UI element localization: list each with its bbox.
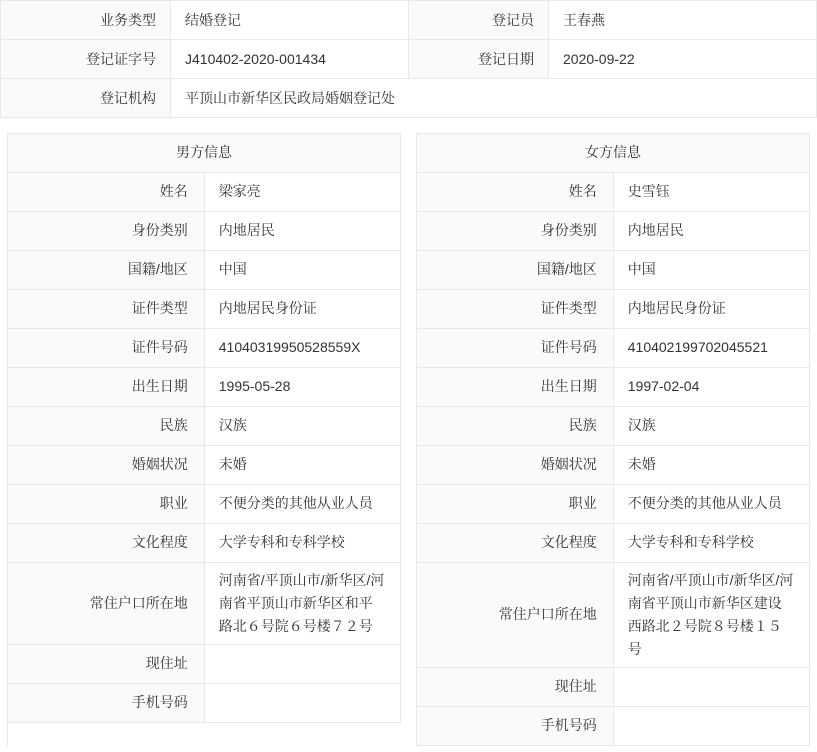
male-name-value: 梁家亮 [204, 172, 400, 211]
table-row [417, 667, 810, 706]
male-ethnicity-label: 民族 [8, 406, 204, 445]
male-marital-status-label: 婚姻状况 [8, 445, 204, 484]
male-household-address-value: 河南省/平顶山市/新华区/河南省平顶山市新华区和平路北６号院６号楼７２号 [204, 562, 400, 644]
male-id-number-label: 证件号码 [8, 328, 204, 367]
female-birthdate-label: 出生日期 [417, 367, 613, 406]
registration-date-value: 2020-09-22 [549, 40, 817, 79]
table-row [8, 644, 401, 683]
female-marital-status-label: 婚姻状况 [417, 445, 613, 484]
female-id-type-label: 证件类型 [417, 289, 613, 328]
table-row [417, 211, 810, 250]
female-identity-type-value: 内地居民 [613, 211, 809, 250]
table-row [8, 289, 401, 328]
panel-header-row [417, 134, 810, 172]
registration-date-label: 登记日期 [409, 40, 549, 79]
table-row [417, 706, 810, 745]
male-info-table [8, 134, 401, 723]
table-row [1, 79, 817, 118]
certificate-number-value: J410402-2020-001434 [171, 40, 409, 79]
registration-org-label: 登记机构 [1, 79, 171, 118]
female-occupation-label: 职业 [417, 484, 613, 523]
female-name-label: 姓名 [417, 172, 613, 211]
male-education-label: 文化程度 [8, 523, 204, 562]
male-identity-type-value: 内地居民 [204, 211, 400, 250]
table-row [417, 445, 810, 484]
business-type-value: 结婚登记 [171, 1, 409, 40]
male-nationality-value: 中国 [204, 250, 400, 289]
female-id-type-value: 内地居民身份证 [613, 289, 809, 328]
male-phone-label: 手机号码 [8, 683, 204, 722]
male-occupation-value: 不便分类的其他从业人员 [204, 484, 400, 523]
male-birthdate-value: 1995-05-28 [204, 367, 400, 406]
male-household-address-label: 常住户口所在地 [8, 562, 204, 644]
male-current-address-label: 现住址 [8, 644, 204, 683]
table-row [8, 211, 401, 250]
female-id-number-label: 证件号码 [417, 328, 613, 367]
registrar-value: 王春燕 [549, 1, 817, 40]
table-row [8, 250, 401, 289]
registration-org-value: 平顶山市新华区民政局婚姻登记处 [171, 79, 817, 118]
table-row [8, 328, 401, 367]
table-row [8, 484, 401, 523]
business-type-label: 业务类型 [1, 1, 171, 40]
female-id-number-value: 410402199702045521 [613, 328, 809, 367]
female-phone-value [613, 706, 809, 745]
table-row [417, 250, 810, 289]
female-marital-status-value: 未婚 [613, 445, 809, 484]
female-occupation-value: 不便分类的其他从业人员 [613, 484, 809, 523]
male-identity-type-label: 身份类别 [8, 211, 204, 250]
male-occupation-label: 职业 [8, 484, 204, 523]
female-info-table [417, 134, 810, 746]
table-row [1, 40, 817, 79]
panel-header-row [8, 134, 401, 172]
female-household-address-label: 常住户口所在地 [417, 562, 613, 667]
female-birthdate-value: 1997-02-04 [613, 367, 809, 406]
male-id-number-value: 41040319950528559X [204, 328, 400, 367]
female-info-panel [416, 133, 810, 746]
table-row [8, 172, 401, 211]
male-phone-value [204, 683, 400, 722]
female-education-label: 文化程度 [417, 523, 613, 562]
male-current-address-value [204, 644, 400, 683]
female-ethnicity-value: 汉族 [613, 406, 809, 445]
table-row [8, 367, 401, 406]
summary-table [0, 0, 817, 118]
female-phone-label: 手机号码 [417, 706, 613, 745]
table-row [8, 562, 401, 644]
table-row [417, 562, 810, 667]
party-panels [0, 118, 817, 746]
male-marital-status-value: 未婚 [204, 445, 400, 484]
male-info-panel [7, 133, 401, 746]
female-identity-type-label: 身份类别 [417, 211, 613, 250]
female-name-value: 史雪钰 [613, 172, 809, 211]
certificate-number-label: 登记证字号 [1, 40, 171, 79]
female-panel-title: 女方信息 [417, 134, 810, 172]
female-education-value: 大学专科和专科学校 [613, 523, 809, 562]
table-row [8, 683, 401, 722]
table-row [8, 445, 401, 484]
female-nationality-value: 中国 [613, 250, 809, 289]
female-current-address-value [613, 667, 809, 706]
table-row [417, 406, 810, 445]
table-row [417, 523, 810, 562]
table-row [1, 1, 817, 40]
table-row [417, 172, 810, 211]
male-ethnicity-value: 汉族 [204, 406, 400, 445]
female-nationality-label: 国籍/地区 [417, 250, 613, 289]
male-name-label: 姓名 [8, 172, 204, 211]
table-row [417, 484, 810, 523]
female-ethnicity-label: 民族 [417, 406, 613, 445]
table-row [417, 328, 810, 367]
table-row [8, 523, 401, 562]
male-nationality-label: 国籍/地区 [8, 250, 204, 289]
male-id-type-value: 内地居民身份证 [204, 289, 400, 328]
male-panel-title: 男方信息 [8, 134, 401, 172]
table-row [417, 367, 810, 406]
table-row [417, 289, 810, 328]
registrar-label: 登记员 [409, 1, 549, 40]
table-row [8, 406, 401, 445]
female-household-address-value: 河南省/平顶山市/新华区/河南省平顶山市新华区建设西路北２号院８号楼１５号 [613, 562, 809, 667]
male-education-value: 大学专科和专科学校 [204, 523, 400, 562]
male-id-type-label: 证件类型 [8, 289, 204, 328]
male-birthdate-label: 出生日期 [8, 367, 204, 406]
female-current-address-label: 现住址 [417, 667, 613, 706]
